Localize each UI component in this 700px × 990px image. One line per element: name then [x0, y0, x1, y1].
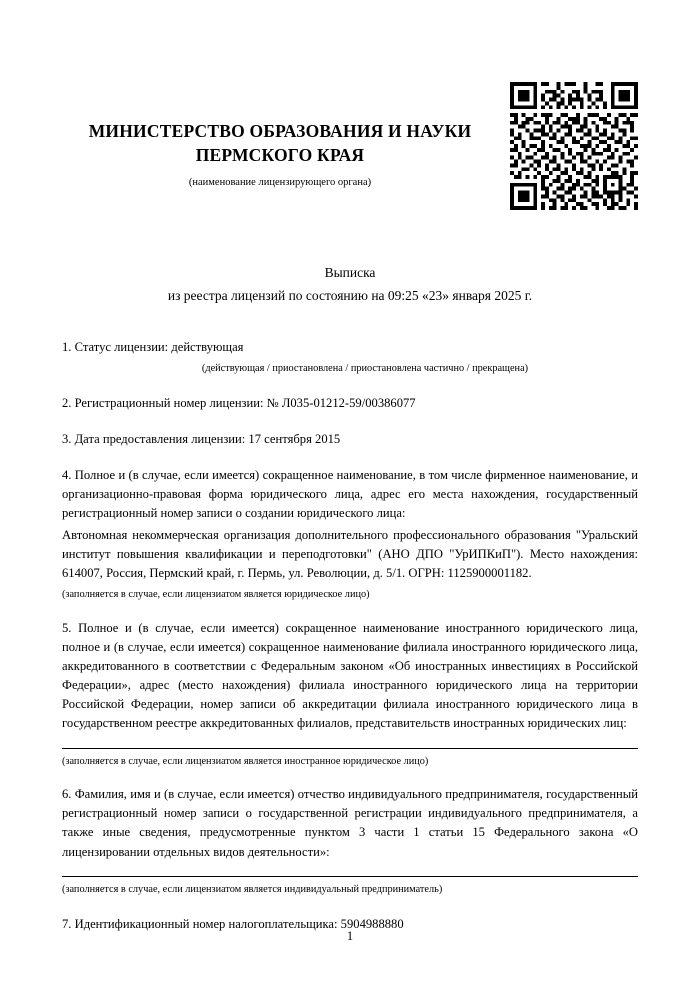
organization-caption: (наименование лицензирующего органа)	[188, 177, 372, 189]
item-foreign-legal-entity-fill-line	[62, 748, 638, 749]
item-foreign-legal-entity-note: (заполняется в случае, если лицензиатом является иностранное юридическое лицо)	[62, 755, 429, 767]
item-grant-date-text: 3. Дата предоставления лицензии: 17 сентября 2015	[62, 432, 341, 447]
item-legal-entity	[62, 466, 638, 602]
organization-name-line2: ПЕРМСКОГО КРАЯ	[195, 144, 365, 165]
organization-name-line1: МИНИСТЕРСТВО ОБРАЗОВАНИЯ И НАУКИ	[88, 121, 472, 141]
item-legal-entity-note: (заполняется в случае, если лицензиатом является юридическое лицо)	[62, 589, 370, 601]
document-title-line1: Выписка	[324, 265, 376, 281]
item-individual-entrepreneur-fill-line	[62, 876, 638, 877]
item-foreign-legal-entity-text: 5. Полное и (в случае, если имеется) сокращенное наименование иностранного юридического лица, полное и (в случае, если имеется) сокращенное наименование филиала иностранного юридического лица, аккредитованного в соответствии с Федеральным законом «Об иностранных инвестициях в Российской Федерации», адрес (место нахождения) филиала иностранного юридического лица на территории Российской Федерации, номер записи об аккредитации филиала иностранного юридического лица в государственном реестре аккредитованных филиалов, представительств иностранных юридических лиц:	[62, 620, 638, 731]
item-status-note: (действующая / приостановлена / приостановлена частично / прекращена)	[201, 363, 529, 375]
item-individual-entrepreneur	[62, 785, 638, 897]
item-foreign-legal-entity	[62, 619, 638, 769]
item-legal-entity-value: Автономная некоммерческая организация дополнительного профессионального образования "Уральский институт повышения квалификации и переподготовки" (АНО ДПО "УрИПКиП"). Место нахождения: 614007, Россия, Пермский край, г. Пермь, ул. Революции, д. 5/1. ОГРН: 1125900001182.	[62, 527, 638, 580]
item-status	[62, 338, 638, 377]
item-legal-entity-text: 4. Полное и (в случае, если имеется) сокращенное наименование, в том числе фирменное наименование, и организационно-правовая форма юридического лица, адрес его места нахождения, государственный регистрационный номер записи о создании юридического лица:	[62, 468, 638, 521]
document-title-line2: из реестра лицензий по состоянию на 09:25 «23» января 2025 г.	[167, 288, 533, 304]
page-number: 1	[346, 929, 354, 943]
document-items	[62, 338, 638, 934]
item-grant-date	[62, 430, 638, 449]
item-individual-entrepreneur-text: 6. Фамилия, имя и (в случае, если имеется) отчество индивидуального предпринимателя, государственный регистрационный номер записи о государственной регистрации индивидуального предпринимателя, а также иные сведения, предусмотренные пунктом 3 части 1 статьи 15 Федерального закона «О лицензировании отдельных видов деятельности»:	[62, 787, 638, 859]
item-registration-number	[62, 394, 638, 413]
qr-code-icon	[510, 82, 638, 210]
item-inn-text: 7. Идентификационный номер налогоплательщика: 5904988880	[62, 917, 404, 932]
document-title	[62, 262, 638, 308]
item-registration-number-text: 2. Регистрационный номер лицензии: № Л035-01212-59/00386077	[62, 395, 416, 410]
item-individual-entrepreneur-note: (заполняется в случае, если лицензиатом является индивидуальный предприниматель)	[62, 883, 443, 895]
item-status-text: 1. Статус лицензии: действующая	[62, 340, 244, 355]
